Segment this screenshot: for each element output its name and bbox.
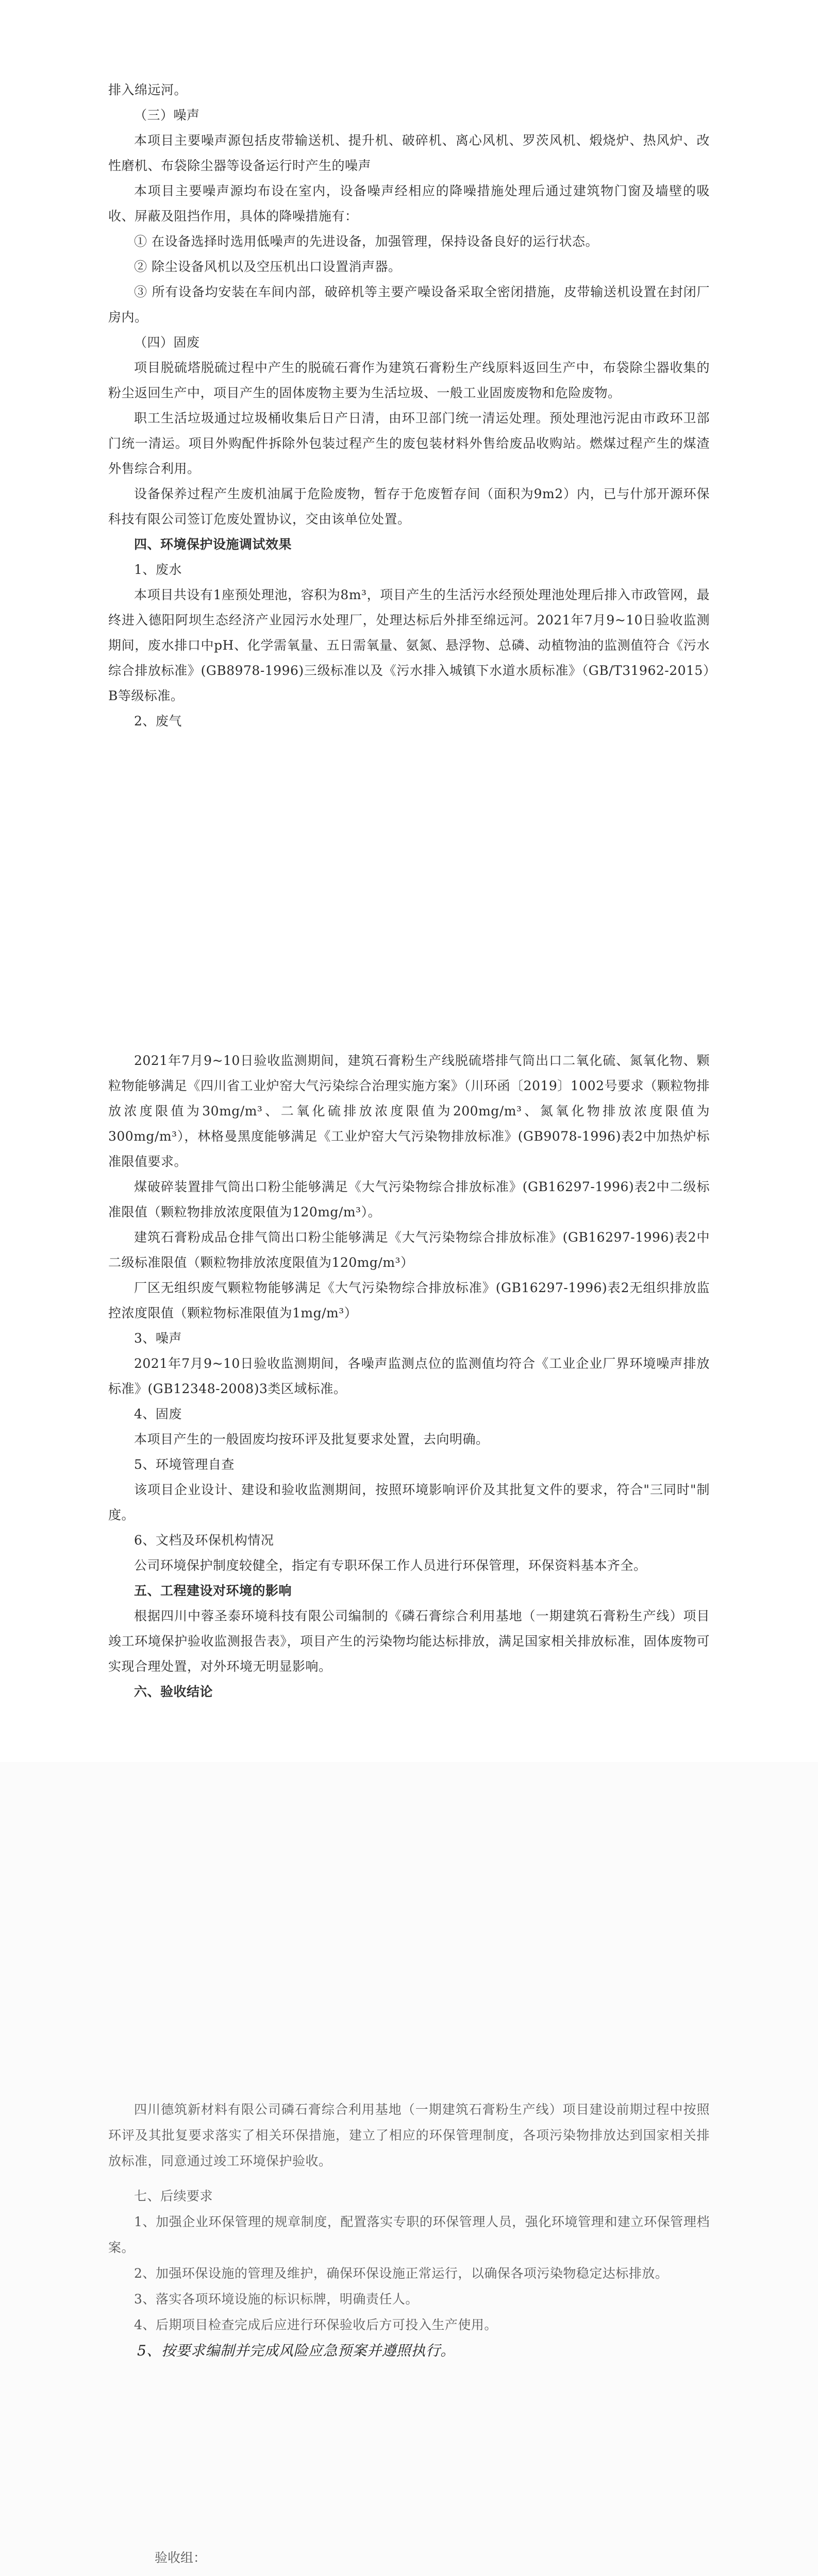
paragraph: 排入绵远河。: [108, 82, 188, 97]
list-item: ③ 所有设备均安装在车间内部，破碎机等主要产噪设备采取全密闭措施，皮带输送机设置在封闭厂房内。: [108, 284, 710, 325]
conclusion-paragraph: 四川德筑新材料有限公司磷石膏综合利用基地（一期建筑石膏粉生产线）项目建设前期过程中按照环评及其批复要求落实了相关环保措施，建立了相应的环保管理制度，各项污染物排放达到国家相关排放标准，同意通过竣工环境保护验收。: [108, 2102, 710, 2168]
section-heading: 六、验收结论: [134, 1684, 213, 1699]
blank-space: [108, 734, 710, 1048]
paragraph: 项目脱硫塔脱硫过程中产生的脱硫石膏作为建筑石膏粉生产线原料返回生产中，布袋除尘器收集的粉尘返回生产中，项目产生的固体废物主要为生活垃圾、一般工业固废废物和危险废物。: [108, 360, 710, 400]
page-1-body: [108, 77, 710, 1704]
subheading: 6、文档及环保机构情况: [134, 1533, 274, 1548]
followup-item: 4、后期项目检查完成后应进行环保验收后方可投入生产使用。: [134, 2317, 497, 2332]
subheading: 1、废水: [134, 562, 182, 577]
subheading: 3、噪声: [134, 1331, 182, 1346]
list-item: ② 除尘设备风机以及空压机出口设置消声器。: [134, 259, 402, 274]
paragraph: 厂区无组织废气颗粒物能够满足《大气污染物综合排放标准》(GB16297-1996)表2无组织排放监控浓度限值（颗粒物标准限值为1mg/m³）: [108, 1280, 710, 1320]
paragraph: 本项目主要噪声源包括皮带输送机、提升机、破碎机、离心风机、罗茨风机、煅烧炉、热风炉、改性磨机、布袋除尘器等设备运行时产生的噪声: [108, 133, 710, 173]
followup-item: 1、加强企业环保管理的规章制度，配置落实专职的环保管理人员，强化环境管理和建立环保管理档案。: [108, 2214, 710, 2255]
paragraph: 本项目主要噪声源均布设在室内，设备噪声经相应的降噪措施处理后通过建筑物门窗及墙壁的吸收、屏蔽及阻挡作用，具体的降噪措施有：: [108, 183, 710, 224]
paragraph: 建筑石膏粉成品仓排气筒出口粉尘能够满足《大气污染物综合排放标准》(GB16297-1996)表2中二级标准限值（颗粒物排放浓度限值为120mg/m³）: [108, 1230, 710, 1270]
paragraph: 2021年7月9~10日验收监测期间，各噪声监测点位的监测值均符合《工业企业厂界环境噪声排放标准》(GB12348-2008)3类区域标准。: [108, 1356, 710, 1396]
followup-item: 3、落实各项环境设施的标识标牌，明确责任人。: [134, 2292, 419, 2307]
section-heading: 五、工程建设对环境的影响: [134, 1583, 292, 1598]
page-2: [0, 1762, 818, 2576]
followup-item: 2、加强环保设施的管理及维护，确保环保设施正常运行，以确保各项污染物稳定达标排放。: [134, 2266, 669, 2281]
paragraph: 职工生活垃圾通过垃圾桶收集后日产日清，由环卫部门统一清运处理。预处理池污泥由市政环卫部门统一清运。项目外购配件拆除外包装过程产生的废包装材料外售给废品收购站。燃煤过程产生的煤渣外售综合利用。: [108, 411, 710, 476]
signatures-handwritten: [119, 2566, 660, 2576]
paragraph: 公司环境保护制度较健全，指定有专职环保工作人员进行环保管理，环保资料基本齐全。: [134, 1558, 647, 1573]
followup-heading: 七、后续要求: [134, 2189, 213, 2204]
section-heading: （三）噪声: [134, 108, 200, 123]
paragraph: 2021年7月9~10日验收监测期间，建筑石膏粉生产线脱硫塔排气筒出口二氧化硫、氮氧化物、颗粒物能够满足《四川省工业炉窑大气污染综合治理实施方案》（川环函〔2019〕1002号要求（颗粒物排放浓度限值为30mg/m³、二氧化硫排放浓度限值为200mg/m³、氮氧化物排放浓度限值为300mg/m³），林格曼黑度能够满足《工业炉窑大气污染物排放标准》(GB9078-1996)表2中加热炉标准限值要求。: [108, 1053, 710, 1169]
paragraph: 根据四川中蓉圣泰环境科技有限公司编制的《磷石膏综合利用基地（一期建筑石膏粉生产线）项目竣工环境保护验收监测报告表》，项目产生的污染物均能达标排放，满足国家相关排放标准，固体废物可实现合理处置，对外环境无明显影响。: [108, 1608, 710, 1674]
subheading: 4、固废: [134, 1406, 182, 1421]
list-item: ① 在设备选择时选用低噪声的先进设备，加强管理，保持设备良好的运行状态。: [134, 234, 598, 249]
paragraph: 该项目企业设计、建设和验收监测期间，按照环境影响评价及其批复文件的要求，符合"三同时"制度。: [108, 1482, 710, 1522]
subheading: 2、废气: [134, 714, 182, 728]
paragraph: 设备保养过程产生废机油属于危险废物，暂存于危废暂存间（面积为9m2）内，已与什邡开源环保科技有限公司签订危废处置协议，交由该单位处置。: [108, 486, 710, 527]
subheading: 5、环境管理自查: [134, 1457, 235, 1472]
page-2-body: [108, 2097, 710, 2364]
handwritten-followup: 5、按要求编制并完成风险应急预案并遵照执行。: [137, 2342, 455, 2359]
paragraph: 煤破碎装置排气筒出口粉尘能够满足《大气污染物综合排放标准》(GB16297-1996)表2中二级标准限值（颗粒物排放浓度限值为120mg/m³）。: [108, 1179, 710, 1219]
signature-label: 验收组：: [155, 2550, 207, 2565]
section-heading: （四）固废: [134, 335, 200, 350]
signature-scribbles: [119, 2566, 660, 2576]
paragraph: 本项目共设有1座预处理池，容积为8m³，项目产生的生活污水经预处理池处理后排入市政管网，最终进入德阳阿坝生态经济产业园污水处理厂，处理达标后外排至绵远河。2021年7月9~10日验收监测期间，废水排口中pH、化学需氧量、五日需氧量、氨氮、悬浮物、总磷、动植物油的监测值符合《污水综合排放标准》(GB8978-1996)三级标准以及《污水排入城镇下水道水质标准》（GB/T31962-2015）B等级标准。: [108, 587, 710, 703]
section-heading: 四、环境保护设施调试效果: [134, 537, 292, 552]
paragraph: 本项目产生的一般固废均按环评及批复要求处置，去向明确。: [134, 1432, 489, 1447]
